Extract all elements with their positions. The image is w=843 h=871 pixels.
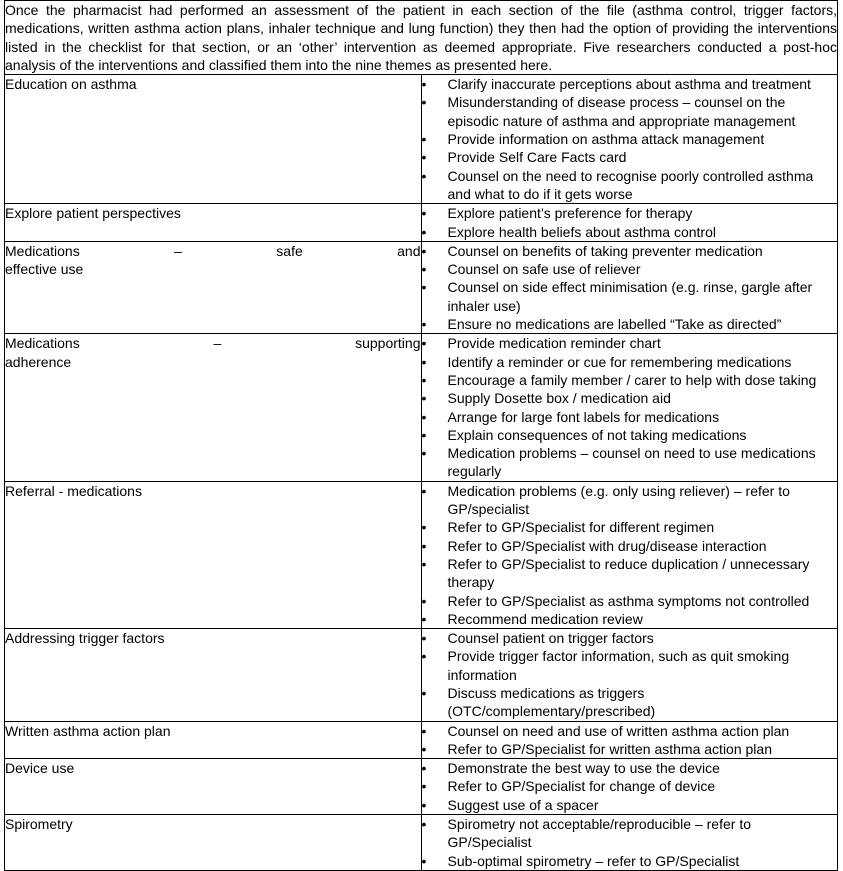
theme-label: Explore patient perspectives <box>5 205 181 222</box>
intervention-text: Identify a reminder or cue for remembering medications <box>447 353 792 370</box>
theme-label: Addressing trigger factors <box>5 630 165 647</box>
intervention-item <box>422 334 838 352</box>
intervention-text: Misunderstanding of disease process – counsel on the episodic nature of asthma and appropriate management <box>447 94 796 129</box>
bullet-icon: • <box>421 519 427 536</box>
interventions-list <box>422 75 838 203</box>
bullet-icon: • <box>421 131 427 148</box>
bullet-icon: • <box>421 261 427 278</box>
intervention-item <box>422 796 838 814</box>
intervention-item <box>422 242 838 260</box>
theme-row <box>5 481 838 628</box>
bullet-icon: • <box>421 371 427 388</box>
intervention-item <box>422 389 838 407</box>
intervention-item <box>422 518 838 536</box>
theme-label: Medications – supporting <box>5 335 421 352</box>
intervention-text: Recommend medication review <box>447 610 643 627</box>
bullet-icon: • <box>421 445 427 462</box>
theme-label: Education on asthma <box>5 76 137 93</box>
intervention-text: Refer to GP/Specialist with drug/disease interaction <box>447 537 767 554</box>
intervention-item <box>422 815 838 852</box>
theme-row <box>5 204 838 242</box>
intervention-item <box>422 148 838 166</box>
bullet-icon: • <box>421 760 427 777</box>
intervention-item <box>422 722 838 740</box>
interventions-cell <box>421 241 838 333</box>
interventions-cell <box>421 721 838 759</box>
intervention-item <box>422 223 838 241</box>
intervention-item <box>422 777 838 795</box>
intervention-text: Explore health beliefs about asthma control <box>447 223 716 240</box>
interventions-list <box>422 629 838 720</box>
bullet-icon: • <box>421 242 427 259</box>
intervention-text: Arrange for large font labels for medications <box>447 408 720 425</box>
bullet-icon: • <box>421 778 427 795</box>
intervention-item <box>422 75 838 93</box>
theme-cell <box>5 334 422 481</box>
intervention-text: Counsel on need and use of written asthma action plan <box>447 722 790 739</box>
intervention-text: Provide medication reminder chart <box>447 335 661 352</box>
theme-cell <box>5 204 422 242</box>
intervention-text: Suggest use of a spacer <box>447 796 599 813</box>
bullet-icon: • <box>421 316 427 333</box>
bullet-icon: • <box>421 796 427 813</box>
theme-label-continued: adherence <box>5 353 72 370</box>
intervention-text: Refer to GP/Specialist for change of device <box>447 778 716 795</box>
bullet-icon: • <box>421 740 427 757</box>
theme-row <box>5 815 838 871</box>
intervention-text: Counsel on safe use of reliever <box>447 261 641 278</box>
intervention-item <box>422 482 838 519</box>
interventions-cell <box>421 334 838 481</box>
intervention-text: Counsel on benefits of taking preventer medication <box>447 242 763 259</box>
theme-label: Referral - medications <box>5 482 142 499</box>
bullet-icon: • <box>421 167 427 184</box>
theme-cell <box>5 815 422 871</box>
theme-cell <box>5 241 422 333</box>
intro-row <box>5 1 838 75</box>
intervention-item <box>422 647 838 684</box>
bullet-icon: • <box>421 353 427 370</box>
theme-cell <box>5 629 422 721</box>
interventions-cell <box>421 629 838 721</box>
bullet-icon: • <box>421 408 427 425</box>
intervention-item <box>422 130 838 148</box>
intervention-text: Refer to GP/Specialist for written asthma action plan <box>447 740 772 757</box>
bullet-icon: • <box>421 592 427 609</box>
bullet-icon: • <box>421 76 427 93</box>
theme-label: Medications – safe and <box>5 242 421 259</box>
intervention-item <box>422 353 838 371</box>
interventions-cell <box>421 204 838 242</box>
intervention-item <box>422 610 838 628</box>
bullet-icon: • <box>421 816 427 833</box>
bullet-icon: • <box>421 684 427 701</box>
bullet-icon: • <box>421 94 427 111</box>
interventions-table <box>4 0 838 871</box>
interventions-list <box>422 722 838 759</box>
intervention-text: Sub-optimal spirometry – refer to GP/Specialist <box>447 852 740 869</box>
intervention-item <box>422 260 838 278</box>
intervention-item <box>422 371 838 389</box>
interventions-list <box>422 204 838 241</box>
intervention-item <box>422 93 838 130</box>
theme-cell <box>5 759 422 815</box>
theme-cell <box>5 75 422 204</box>
intervention-item <box>422 852 838 870</box>
theme-label: Spirometry <box>5 816 73 833</box>
theme-label: Device use <box>5 760 75 777</box>
bullet-icon: • <box>421 852 427 869</box>
bullet-icon: • <box>421 205 427 222</box>
intervention-text: Clarify inaccurate perceptions about asthma and treatment <box>447 76 811 93</box>
intervention-text: Medication problems – counsel on need to use medications regularly <box>447 445 816 480</box>
bullet-icon: • <box>421 610 427 627</box>
intervention-item <box>422 426 838 444</box>
intervention-text: Explore patient’s preference for therapy <box>447 205 693 222</box>
intervention-text: Discuss medications as triggers (OTC/complementary/prescribed) <box>447 684 656 720</box>
intervention-item <box>422 204 838 222</box>
intervention-text: Supply Dosette box / medication aid <box>447 390 671 407</box>
intervention-item <box>422 740 838 758</box>
intervention-item <box>422 555 838 592</box>
bullet-icon: • <box>421 335 427 352</box>
theme-row <box>5 629 838 721</box>
bullet-icon: • <box>421 149 427 166</box>
interventions-list <box>422 482 838 628</box>
intervention-item <box>422 684 838 721</box>
bullet-icon: • <box>421 426 427 443</box>
intervention-text: Counsel on the need to recognise poorly controlled asthma and what to do if it gets worse <box>447 167 814 202</box>
intervention-text: Demonstrate the best way to use the device <box>447 760 720 777</box>
bullet-icon: • <box>421 630 427 647</box>
interventions-list <box>422 815 838 870</box>
theme-cell <box>5 721 422 759</box>
intervention-text: Medication problems (e.g. only using reliever) – refer to GP/specialist <box>447 482 790 518</box>
intervention-item <box>422 592 838 610</box>
bullet-icon: • <box>421 482 427 499</box>
theme-cell <box>5 481 422 628</box>
bullet-icon: • <box>421 223 427 240</box>
bullet-icon: • <box>421 390 427 407</box>
intervention-text: Explain consequences of not taking medications <box>447 426 747 443</box>
interventions-cell <box>421 759 838 815</box>
theme-row <box>5 721 838 759</box>
intervention-text: Spirometry not acceptable/reproducible – refer to GP/Specialist <box>447 816 751 851</box>
intervention-text: Refer to GP/Specialist for different regimen <box>447 519 715 536</box>
intervention-item <box>422 537 838 555</box>
bullet-icon: • <box>421 555 427 572</box>
intervention-item <box>422 759 838 777</box>
intervention-text: Refer to GP/Specialist as asthma symptoms not controlled <box>447 592 810 609</box>
intervention-text: Counsel patient on trigger factors <box>447 630 654 647</box>
interventions-cell <box>421 75 838 204</box>
bullet-icon: • <box>421 648 427 665</box>
interventions-list <box>422 759 838 814</box>
intervention-text: Encourage a family member / carer to help with dose taking <box>447 371 817 388</box>
theme-label-continued: effective use <box>5 261 84 278</box>
intervention-text: Ensure no medications are labelled “Take as directed” <box>447 316 782 333</box>
theme-label: Written asthma action plan <box>5 722 171 739</box>
interventions-list <box>422 242 838 333</box>
bullet-icon: • <box>421 537 427 554</box>
interventions-cell <box>421 815 838 871</box>
intervention-text: Provide information on asthma attack management <box>447 131 765 148</box>
interventions-cell <box>421 481 838 628</box>
bullet-icon: • <box>421 722 427 739</box>
theme-row <box>5 334 838 481</box>
intervention-text: Provide trigger factor information, such as quit smoking information <box>447 648 790 683</box>
intervention-item <box>422 629 838 647</box>
intervention-text: Refer to GP/Specialist to reduce duplication / unnecessary therapy <box>447 555 810 591</box>
interventions-list <box>422 334 838 480</box>
intervention-item <box>422 167 838 204</box>
intervention-item <box>422 278 838 315</box>
intervention-item <box>422 444 838 481</box>
theme-row <box>5 759 838 815</box>
intro-paragraph: Once the pharmacist had performed an assessment of the patient in each section of the file (asthma control, trigger factors, medications, written asthma action plans, inhaler technique and lung function) they then had the option of providing the interventions listed in the checklist for that section, or an ‘other’ intervention as deemed appropriate. Five researchers conducted a post-hoc analysis of the interventions and classified them into the nine themes as presented here. <box>5 2 837 73</box>
intervention-text: Counsel on side effect minimisation (e.g. rinse, gargle after inhaler use) <box>447 279 813 314</box>
intervention-text: Provide Self Care Facts card <box>447 149 627 166</box>
theme-row <box>5 75 838 204</box>
intervention-item <box>422 315 838 333</box>
theme-row <box>5 241 838 333</box>
bullet-icon: • <box>421 279 427 296</box>
intervention-item <box>422 408 838 426</box>
